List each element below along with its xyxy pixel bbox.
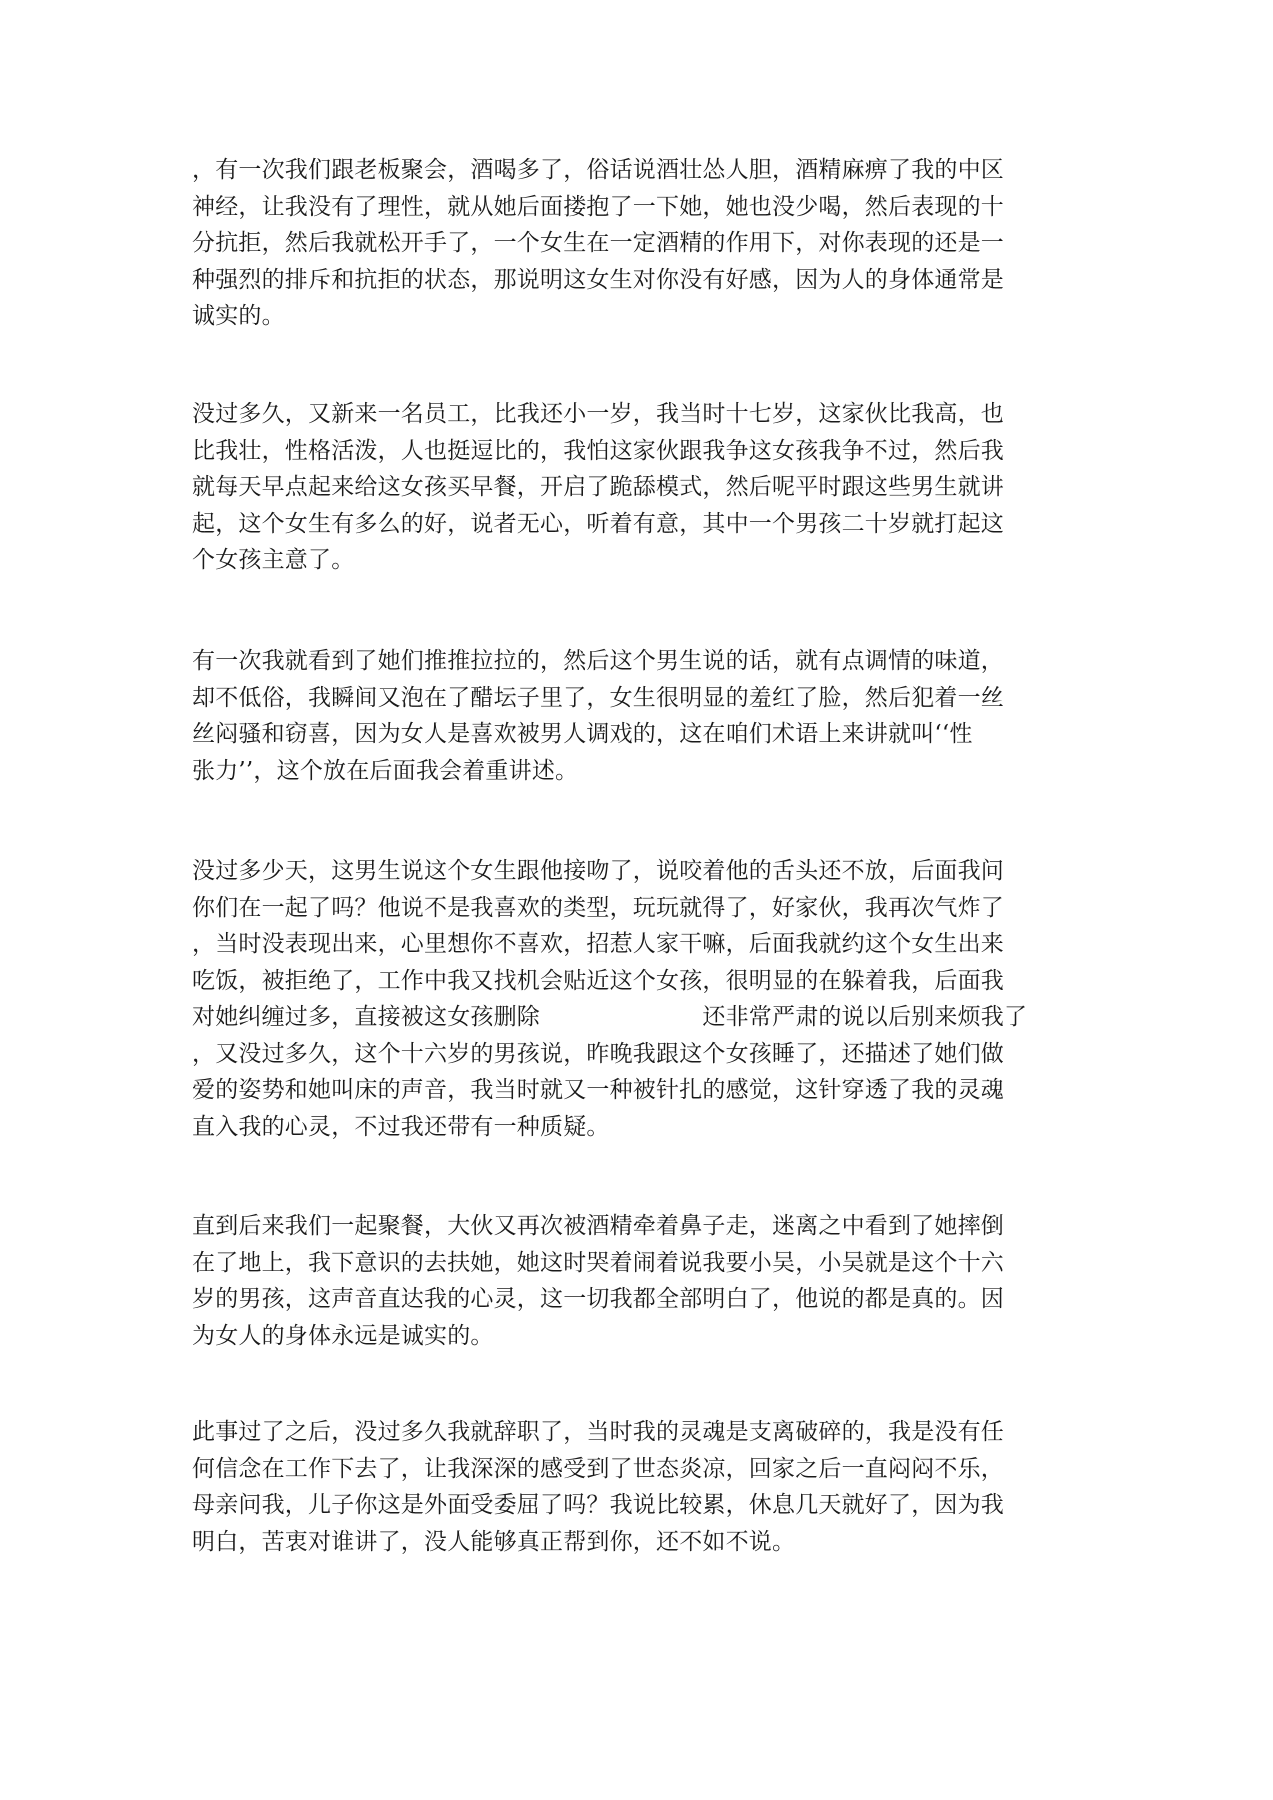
text-line: 直入我的心灵，不过我还带有一种质疑。 [192, 1113, 610, 1140]
text-line: 个女孩主意了。 [192, 547, 355, 573]
text-line: 分抗拒，然后我就松开手了，一个女生在一定酒精的作用下，对你表现的还是一 [192, 230, 1004, 256]
text-line: 没过多少天，这男生说这个女生跟他接吻了，说咬着他的舌头还不放，后面我问 [192, 858, 1004, 884]
text-line: 有一次我就看到了她们推推拉拉的，然后这个男生说的话，就有点调情的味道， [192, 648, 1004, 674]
paragraph [192, 643, 1092, 789]
text-line: 比我壮，性格活泼，人也挺逗比的，我怕这家伙跟我争这女孩我争不过，然后我 [192, 437, 1004, 464]
text-line: ，当时没表现出来，心里想你不喜欢，招惹人家干嘛，后面我就约这个女生出来 [192, 931, 1004, 957]
text-line: 诚实的。 [192, 303, 285, 329]
text-line: 对她纠缠过多，直接被这女孩删除 还非常严肃的说以后别来烦我了 [192, 1004, 1028, 1030]
text-line: 何信念在工作下去了，让我深深的感受到了世态炎凉，回家之后一直闷闷不乐， [192, 1455, 1004, 1482]
text-line: 母亲问我，儿子你这是外面受委屈了吗？我说比较累，休息几天就好了，因为我 [192, 1492, 1004, 1518]
text-line: 岁的男孩，这声音直达我的心灵，这一切我都全部明白了，他说的都是真的。因 [192, 1286, 1004, 1312]
text-line: 吃饭，被拒绝了，工作中我又找机会贴近这个女孩，很明显的在躲着我，后面我 [192, 967, 1004, 994]
text-line: 神经，让我没有了理性，就从她后面搂抱了一下她，她也没少喝，然后表现的十 [192, 193, 1004, 220]
text-line: 直到后来我们一起聚餐，大伙又再次被酒精牵着鼻子走，迷离之中看到了她摔倒 [192, 1213, 1004, 1239]
text-line: 没过多久，又新来一名员工，比我还小一岁，我当时十七岁，这家伙比我高，也 [192, 401, 1004, 427]
text-line: 明白，苦衷对谁讲了，没人能够真正帮到你，还不如不说。 [192, 1528, 796, 1555]
text-line: 丝闷骚和窃喜，因为女人是喜欢被男人调戏的，这在咱们术语上来讲就叫‘‘性 [192, 721, 973, 747]
text-line: 爱的姿势和她叫床的声音，我当时就又一种被针扎的感觉，这针穿透了我的灵魂 [192, 1077, 1004, 1103]
paragraph [192, 396, 1092, 579]
text-line: 张力’’，这个放在后面我会着重讲述。 [192, 757, 579, 784]
text-line: 起，这个女生有多么的好，说者无心，听着有意，其中一个男孩二十岁就打起这 [192, 510, 1004, 537]
text-line: 为女人的身体永远是诚实的。 [192, 1322, 494, 1349]
text-line: 在了地上，我下意识的去扶她，她这时哭着闹着说我要小吴，小吴就是这个十六 [192, 1249, 1004, 1276]
paragraph [192, 152, 1092, 335]
text-line: ，又没过多久，这个十六岁的男孩说，昨晚我跟这个女孩睡了，还描述了她们做 [192, 1040, 1004, 1067]
text-line: 就每天早点起来给这女孩买早餐，开启了跪舔模式，然后呢平时跟这些男生就讲 [192, 474, 1004, 500]
paragraph [192, 1414, 1092, 1560]
paragraph [192, 1208, 1092, 1354]
paragraph [192, 853, 1092, 1145]
text-line: 你们在一起了吗？他说不是我喜欢的类型，玩玩就得了，好家伙，我再次气炸了 [192, 894, 1004, 921]
text-line: 却不低俗，我瞬间又泡在了醋坛子里了，女生很明显的羞红了脸，然后犯着一丝 [192, 684, 1004, 711]
text-line: ，有一次我们跟老板聚会，酒喝多了，俗话说酒壮怂人胆，酒精麻痹了我的中区 [192, 157, 1004, 183]
text-line: 种强烈的排斥和抗拒的状态，那说明这女生对你没有好感，因为人的身体通常是 [192, 266, 1004, 293]
text-line: 此事过了之后，没过多久我就辞职了，当时我的灵魂是支离破碎的，我是没有任 [192, 1419, 1004, 1445]
